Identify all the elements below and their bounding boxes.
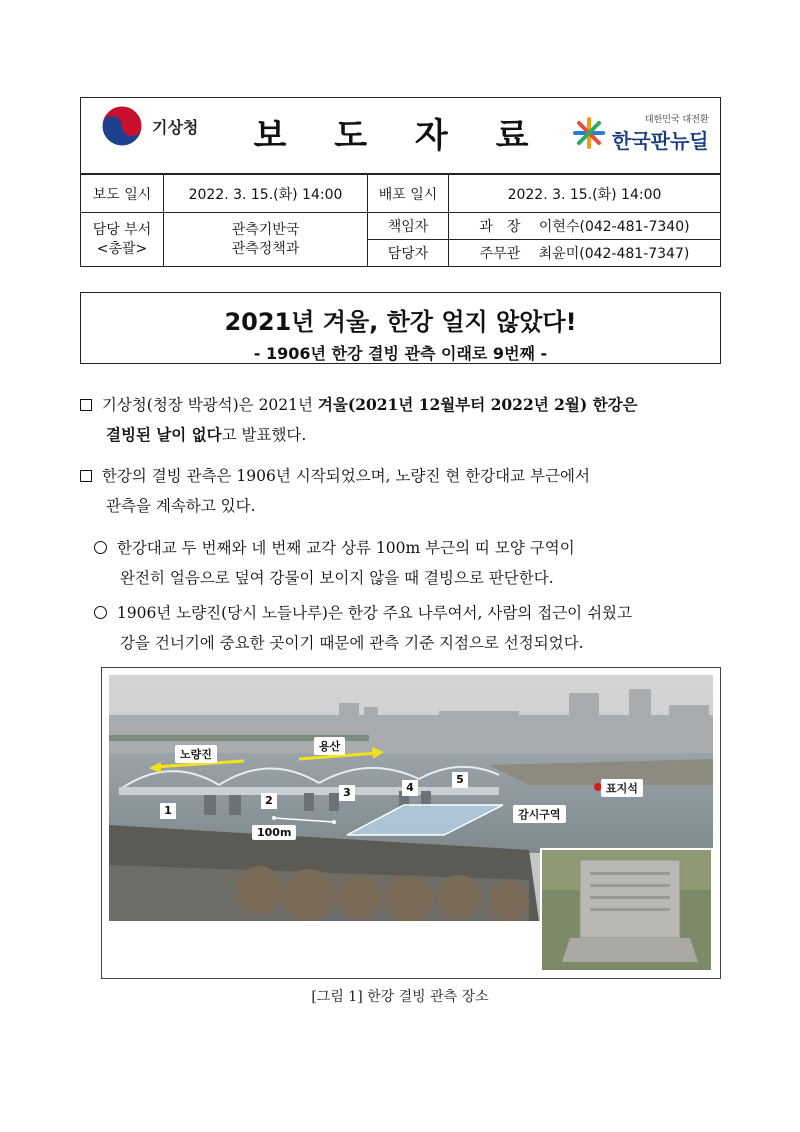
headline-subtitle: - 1906년 한강 결빙 관측 이래로 9번째 - — [253, 344, 548, 363]
s1-text-b: 완전히 얼음으로 덮여 강물이 보이지 않을 때 결빙으로 판단한다. — [120, 569, 554, 587]
distribution-time-value: 2022. 3. 15.(화) 14:00 — [448, 174, 721, 213]
report-time-label: 보도 일시 — [80, 174, 164, 213]
headline-box — [80, 292, 721, 364]
department-label — [80, 212, 164, 267]
responsible-label: 책임자 — [367, 212, 449, 240]
p2-text-b: 관측을 계속하고 있다. — [106, 497, 256, 515]
staff-value: 주무관 최윤미(042-481-7347) — [448, 239, 721, 267]
sub-paragraph-2 — [94, 598, 734, 658]
paragraph-2 — [80, 461, 730, 521]
pier-number: 2 — [261, 793, 277, 809]
label-yongsan: 용산 — [314, 737, 345, 755]
staff-label: 담당자 — [367, 239, 449, 267]
pier-number: 3 — [339, 785, 355, 801]
p1-text-b: 겨울(2021년 12월부터 2022년 2월) 한강은 — [317, 395, 638, 414]
department-label-line1: 담당 부서 — [92, 221, 152, 238]
report-time-value: 2022. 3. 15.(화) 14:00 — [163, 174, 368, 213]
department-label-line2: <총괄> — [96, 240, 148, 257]
label-monitoring-zone: 감시구역 — [513, 805, 566, 823]
p1-text-d: 고 발표했다. — [221, 426, 307, 444]
square-bullet-icon — [80, 399, 92, 411]
circle-bullet-icon — [94, 606, 107, 619]
pier-number: 1 — [160, 803, 176, 819]
p1-text-a: 기상청(청장 박광석)은 2021년 — [101, 396, 318, 414]
marker-stone-illustration — [542, 850, 713, 972]
s2-text-a: 1906년 노량진(당시 노들나루)은 한강 주요 나루여서, 사람의 접근이 쉬웠고 — [116, 604, 632, 622]
p2-text-a: 한강의 결빙 관측은 1906년 시작되었으며, 노량진 현 한강대교 부근에서 — [101, 467, 590, 485]
marker-stone-photo — [540, 848, 713, 972]
page-title: 보 도 자 료 — [253, 116, 547, 156]
new-deal-star-icon — [572, 116, 606, 150]
p1-text-c: 결빙된 날이 없다 — [106, 425, 222, 444]
label-distance: 100m — [252, 825, 296, 840]
korean-new-deal-logo — [572, 112, 709, 154]
paragraph-1 — [80, 390, 730, 450]
sub-paragraph-1 — [94, 533, 734, 593]
label-marker-stone: 표지석 — [601, 779, 643, 797]
department-value-line1: 관측기반국 — [231, 221, 300, 238]
headline-title: 2021년 겨울, 한강 얼지 않았다! — [224, 308, 577, 336]
department-value — [163, 212, 368, 267]
label-noryangjin: 노량진 — [175, 745, 217, 763]
brand-tagline: 대한민국 대전환 — [644, 115, 709, 125]
distribution-time-label: 배포 일시 — [367, 174, 449, 213]
agency-name: 기상청 — [152, 117, 199, 137]
brand-name: 한국판뉴딜 — [612, 129, 709, 153]
s2-text-b: 강을 건너기에 중요한 곳이기 때문에 관측 기준 지점으로 선정되었다. — [120, 634, 584, 652]
circle-bullet-icon — [94, 541, 107, 554]
figure-caption: [그림 1] 한강 결빙 관측 장소 — [311, 989, 489, 1005]
department-value-line2: 관측정책과 — [231, 240, 300, 257]
responsible-value: 과 장 이현수(042-481-7340) — [448, 212, 721, 240]
square-bullet-icon — [80, 470, 92, 482]
pier-number: 4 — [402, 780, 418, 796]
pier-number: 5 — [452, 772, 468, 788]
s1-text-a: 한강대교 두 번째와 네 번째 교각 상류 100m 부근의 띠 모양 구역이 — [116, 539, 575, 557]
